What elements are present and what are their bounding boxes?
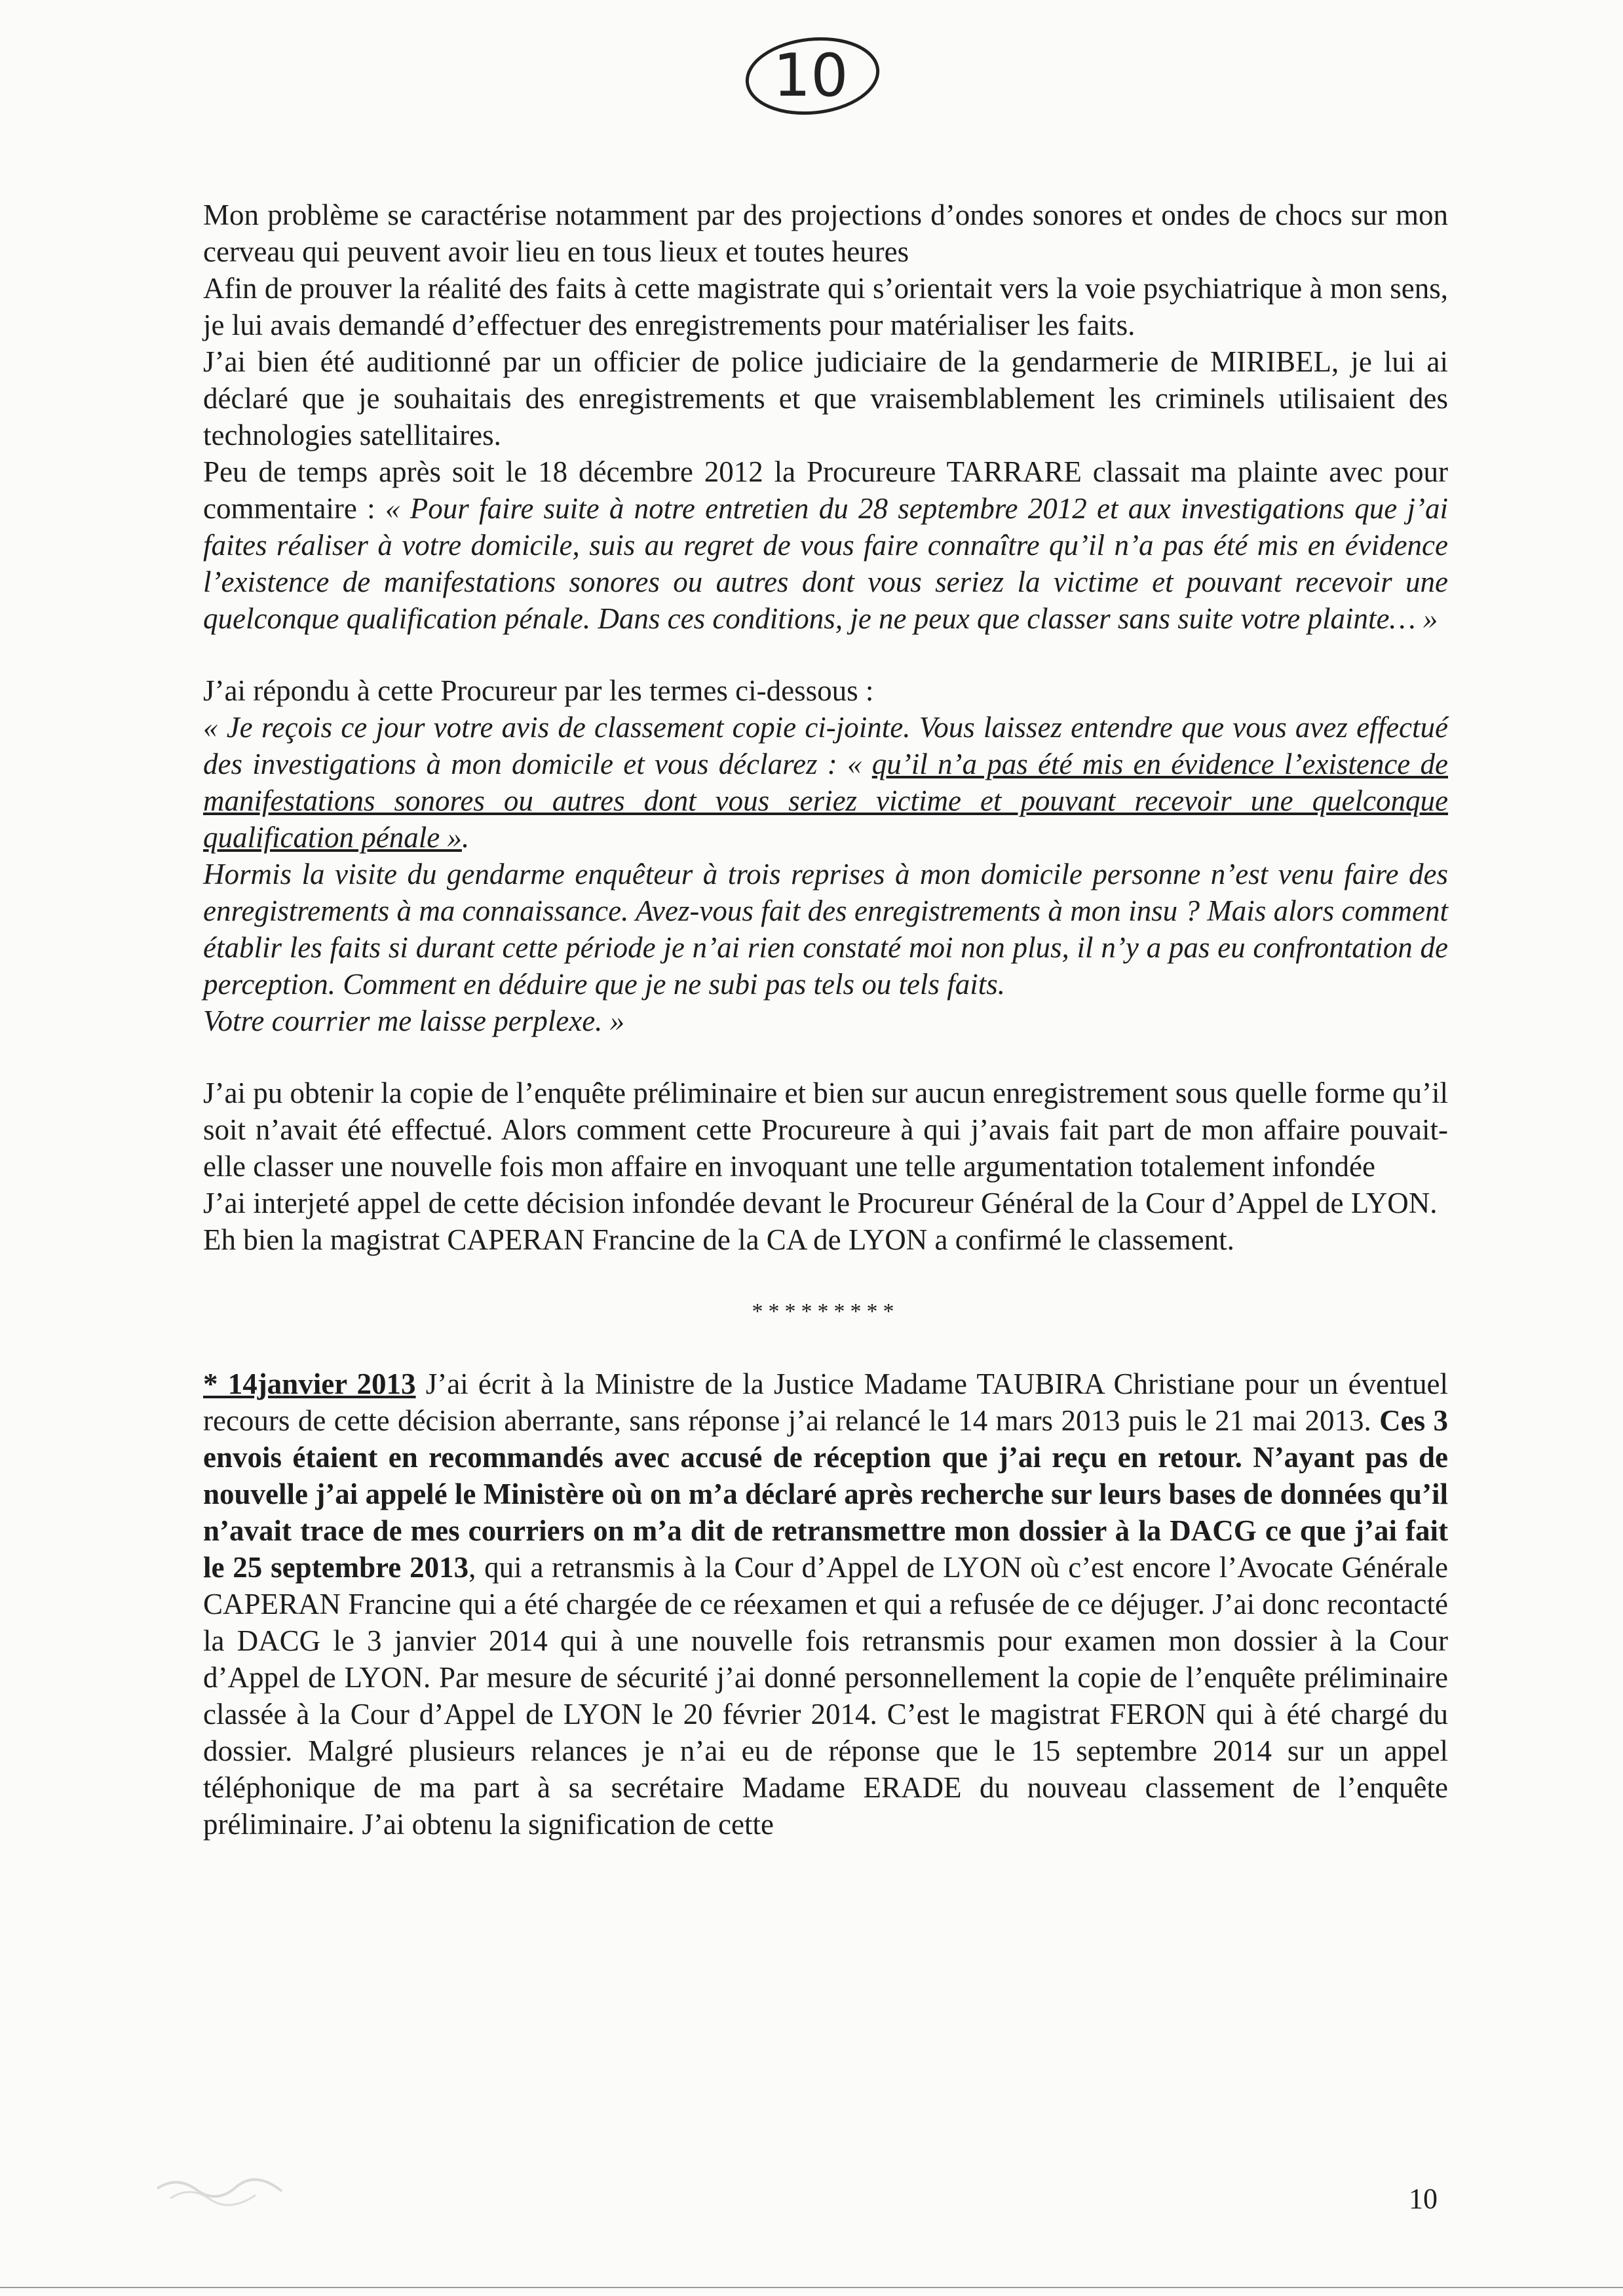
paragraph: Eh bien la magistrat CAPERAN Francine de la CA de LYON a confirmé le classement. xyxy=(203,1223,1234,1256)
handwritten-page-number xyxy=(739,29,890,127)
paragraph-quote: Hormis la visite du gendarme enquêteur à trois reprises à mon domicile personne n’est venu faire des enregistrements à ma connaissance. Avez-vous fait des enregistrements à mon insu ? Mais alors comment établir les faits si durant cette période je n’ai rien constaté moi non plus, il n’y a pas eu confrontation de perception. Comment en déduire que je ne subi pas tels ou tels faits. xyxy=(203,858,1448,1001)
paragraph xyxy=(203,1366,1448,1843)
svg-text:10: 10 xyxy=(773,41,849,110)
underlined-quote: qu’il n’a pas été mis en évidence l’existence de manifestations sonores ou autres dont vous seriez victime et pouvant recevoir une quelconque qualification pénale » xyxy=(203,748,1448,854)
bold-text: Ces 3 envois étaient en recommandés avec accusé de réception que j’ai reçu en retour. N’ayant pas de nouvelle j’ai appelé le Ministère où on m’a déclaré après recherche sur leurs bases de données qu’il n’avait trace de mes courriers on m’a dit de retransmettre mon dossier à la DACG ce que j’ai fait le 25 septembre 2013 xyxy=(203,1404,1449,1584)
paragraph: Afin de prouver la réalité des faits à cette magistrate qui s’orientait vers la voie psychiatrique à mon sens, je lui avais demandé d’effectuer des enregistrements pour matérialiser les faits. xyxy=(203,272,1448,341)
scan-smudge xyxy=(151,2162,301,2215)
paragraph-text: J’ai écrit à la Ministre de la Justice Madame TAUBIRA Christiane pour un éventuel recours de cette décision aberrante, sans réponse j’ai relancé le 14 mars 2013 puis le 21 mai 2013. xyxy=(203,1368,1448,1437)
punctuation: . xyxy=(461,821,470,854)
paragraph: Mon problème se caractérise notamment par des projections d’ondes sonores et ondes de chocs sur mon cerveau qui peuvent avoir lieu en tous lieux et toutes heures xyxy=(203,199,1448,268)
document-body xyxy=(203,197,1448,1843)
separator: ********* xyxy=(752,1299,900,1324)
paragraph: J’ai pu obtenir la copie de l’enquête préliminaire et bien sur aucun enregistrement sous quelle forme qu’il soit n’avait été effectué. Alors comment cette Procureure à qui j’avais fait part de mon affaire pouvait-elle classer une nouvelle fois mon affaire en invoquant une telle argumentation totalement infondée xyxy=(203,1077,1448,1183)
paragraph-text: Peu de temps après soit le 18 décembre 2012 la Procureure TARRARE classait ma plainte avec pour commentaire : xyxy=(203,455,1448,525)
quoted-text: « Je reçois ce jour votre avis de classement copie ci-jointe. Vous laissez entendre que vous avez effectué des investigations à mon domicile et vous déclarez : « xyxy=(203,711,1448,780)
paragraph-quote xyxy=(203,709,1448,856)
date-heading: * 14janvier 2013 xyxy=(203,1368,416,1400)
paragraph-text: , qui a retransmis à la Cour d’Appel de LYON où c’est encore l’Avocate Générale CAPERAN Francine qui a été chargée de ce réexamen et qui a refusée de ce déjuger. J’ai donc recontacté la DACG le 3 janvier 2014 qui à une nouvelle fois retransmis pour examen mon dossier à la Cour d’Appel de LYON. Par mesure de sécurité j’ai donné personnellement la copie de l’enquête préliminaire classée à la Cour d’Appel de LYON le 20 février 2014. C’est le magistrat FERON qui à été chargé du dossier. Malgré plusieurs relances je n’ai eu de réponse que le 15 septembre 2014 sur un appel téléphonique de ma part à sa secrétaire Madame ERADE du nouveau classement de l’enquête préliminaire. J’ai obtenu la signification de cette xyxy=(203,1551,1448,1841)
quoted-text: « Pour faire suite à notre entretien du 28 septembre 2012 et aux investigations que j’ai faites réaliser à votre domicile, suis au regret de vous faire connaître qu’il n’a pas été mis en évidence l’existence de manifestations sonores ou autres dont vous seriez la victime et pouvant recevoir une quelconque qualification pénale. Dans ces conditions, je ne peux que classer sans suite votre plainte… » xyxy=(203,492,1449,635)
paragraph: J’ai bien été auditionné par un officier de police judiciaire de la gendarmerie de MIRIBEL, je lui ai déclaré que je souhaitais des enregistrements et que vraisemblablement les criminels utilisaient des technologies satellitaires. xyxy=(203,345,1448,451)
paragraph xyxy=(203,453,1448,637)
scan-edge-line xyxy=(0,2287,1623,2288)
page-number: 10 xyxy=(1409,2183,1438,2215)
paragraph-quote: Votre courrier me laisse perplexe. » xyxy=(203,1004,625,1037)
paragraph: J’ai interjeté appel de cette décision infondée devant le Procureur Général de la Cour d’Appel de LYON. xyxy=(203,1187,1438,1219)
paragraph: J’ai répondu à cette Procureur par les termes ci-dessous : xyxy=(203,674,874,707)
